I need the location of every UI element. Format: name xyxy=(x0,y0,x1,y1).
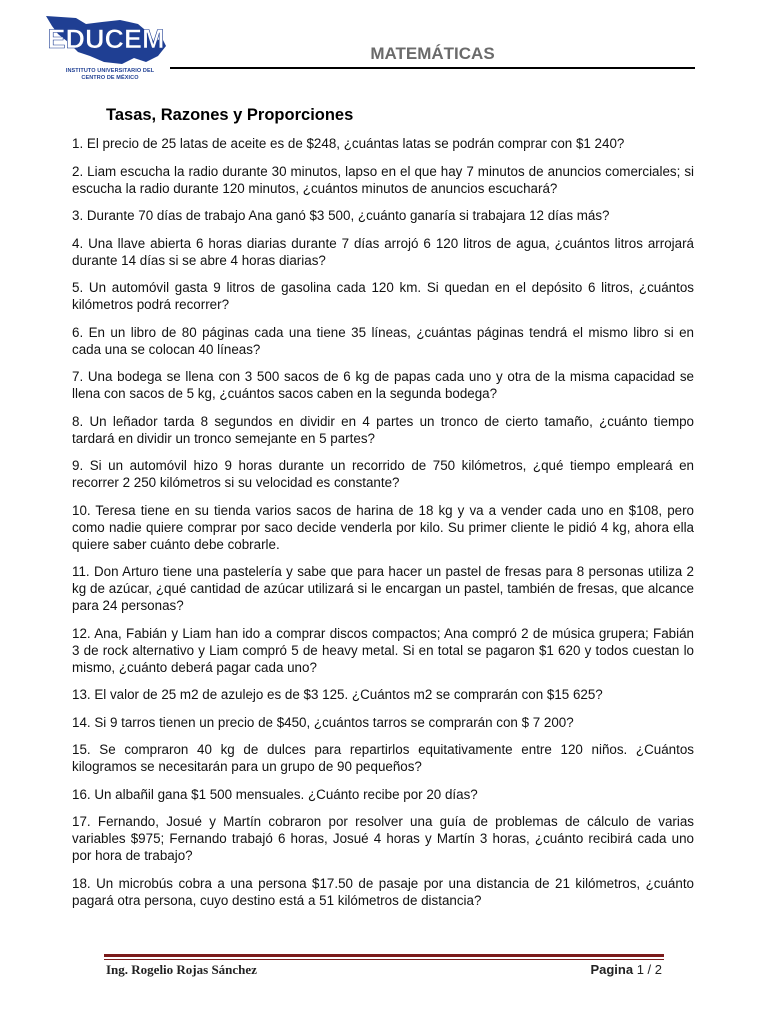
footer-divider-thick xyxy=(104,954,664,957)
page-indicator xyxy=(590,962,662,977)
problem-item: 4. Una llave abierta 6 horas diarias durante 7 días arrojó 6 120 litros de agua, ¿cuántos litros arrojará durante 14 días si se abre 4 horas diarias? xyxy=(72,235,694,268)
author-name: Ing. Rogelio Rojas Sánchez xyxy=(106,962,257,977)
header-divider xyxy=(170,67,695,69)
logo-wordmark: EDUCEM xyxy=(47,24,165,54)
problem-item: 2. Liam escucha la radio durante 30 minutos, lapso en el que hay 7 minutos de anuncios comerciales; si escucha la radio durante 120 minutos, ¿cuántos minutos de anuncios escuchará? xyxy=(72,163,694,196)
problem-item: 10. Teresa tiene en su tienda varios sacos de harina de 18 kg y va a vender cada uno en $108, pero como nadie quiere comprar por saco decide venderla por kilo. Su primer cliente le pidió 4 kg, ahora ella quiere saber cuánto debe cobrarle. xyxy=(72,502,694,552)
institution-logo xyxy=(42,12,170,88)
problem-item: 5. Un automóvil gasta 9 litros de gasolina cada 120 km. Si quedan en el depósito 6 litros, ¿cuántos kilómetros podrá recorrer? xyxy=(72,280,694,312)
mexico-map-icon xyxy=(42,12,170,70)
problem-item: 13. El valor de 25 m2 de azulejo es de $3 125. ¿Cuántos m2 se comprarán con $15 625? xyxy=(72,687,603,702)
problem-item: 11. Don Arturo tiene una pastelería y sabe que para hacer un pastel de fresas para 8 personas utiliza 2 kg de azúcar, ¿qué cantidad de azúcar utilizará si le encargan un pastel, también de fresas, que alcance para 24 personas? xyxy=(72,564,694,613)
footer-divider-thin xyxy=(104,959,664,960)
problem-item: 1. El precio de 25 latas de aceite es de $248, ¿cuántas latas se podrán comprar con $1 240? xyxy=(72,136,625,151)
subject-heading: MATEMÁTICAS xyxy=(370,44,495,63)
problem-item: 14. Si 9 tarros tienen un precio de $450, ¿cuántos tarros se comprarán con $ 7 200? xyxy=(72,714,574,730)
problem-item: 12. Ana, Fabián y Liam han ido a comprar discos compactos; Ana compró 2 de música grupera; Fabián 3 de rock alternativo y Liam compró 5 de heavy metal. Si en total se pagaron $1 620 y todos cuestan lo mismo, ¿cuánto deberá pagar cada uno? xyxy=(72,625,694,675)
logo-caption: INSTITUTO UNIVERSITARIO DEL CENTRO DE MÉXICO xyxy=(65,68,155,81)
problem-item: 3. Durante 70 días de trabajo Ana ganó $3 500, ¿cuánto ganaría si trabajara 12 días más? xyxy=(72,208,610,223)
problem-item: 6. En un libro de 80 páginas cada una tiene 35 líneas, ¿cuántas páginas tendrá el mismo libro si en cada una se colocan 40 líneas? xyxy=(72,324,694,357)
problem-item: 8. Un leñador tarda 8 segundos en dividir en 4 partes un tronco de cierto tamaño, ¿cuánto tiempo tardará en dividir un tronco semejante en 5 partes? xyxy=(72,413,694,446)
problem-item: 9. Si un automóvil hizo 9 horas durante un recorrido de 750 kilómetros, ¿qué tiempo empleará en recorrer 2 250 kilómetros si su velocidad es constante? xyxy=(72,458,694,490)
problem-item: 7. Una bodega se llena con 3 500 sacos de 6 kg de papas cada uno y otra de la misma capacidad se llena con sacos de 5 kg, ¿cuántos sacos caben en la segunda bodega? xyxy=(72,369,694,401)
problem-item: 18. Un microbús cobra a una persona $17.50 de pasaje por una distancia de 21 kilómetros, ¿cuánto pagará otra persona, cuyo destino está a 51 kilómetros de distancia? xyxy=(72,875,694,908)
page-number: 1 / 2 xyxy=(636,962,662,977)
problem-item: 17. Fernando, Josué y Martín cobraron por resolver una guía de problemas de cálculo de varias variables $975; Fernando trabajó 6 horas, Josué 4 horas y Martín 3 horas, ¿cuánto recibirá cada uno por hora de trabajo? xyxy=(72,814,694,863)
problem-item: 16. Un albañil gana $1 500 mensuales. ¿Cuánto recibe por 20 días? xyxy=(72,786,478,802)
page-label: Pagina xyxy=(590,962,634,977)
document-title: Tasas, Razones y Proporciones xyxy=(106,106,354,124)
problem-list xyxy=(72,135,694,919)
problem-item: 15. Se compraron 40 kg de dulces para repartirlos equitativamente entre 120 niños. ¿Cuántos kilogramos se necesitarán para un grupo de 90 pequeños? xyxy=(72,742,694,774)
